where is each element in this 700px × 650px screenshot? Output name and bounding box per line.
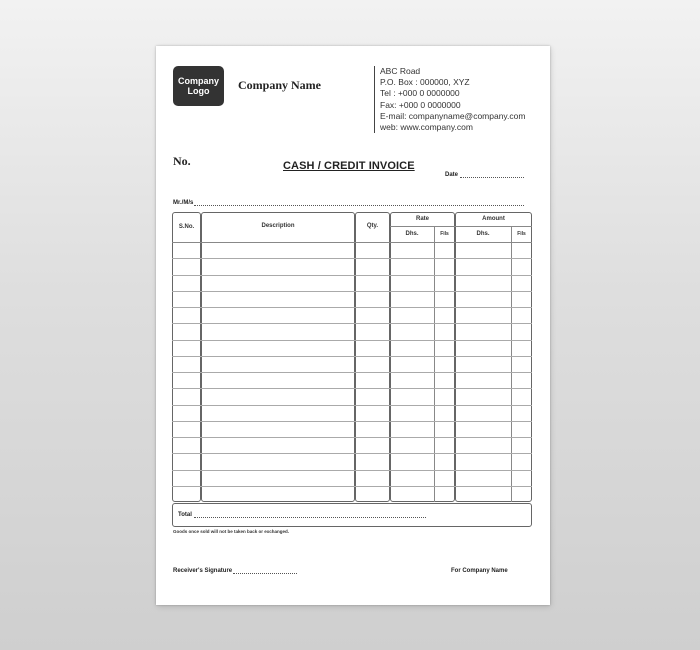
receiver-signature-field[interactable] [173, 568, 297, 574]
contact-email: E-mail: companyname@company.com [380, 110, 526, 121]
table-row-line [172, 323, 532, 324]
header-amount: Amount [482, 216, 505, 222]
contact-po-box: P.O. Box : 000000, XYZ [380, 77, 470, 88]
invoice-number-label: No. [173, 154, 191, 168]
header-divider [172, 242, 532, 243]
table-row-line [172, 372, 532, 373]
company-name: Company Name [238, 78, 321, 92]
goods-note: Goods once sold will not be taken back or exchanged. [173, 529, 290, 534]
table-row-line [172, 340, 532, 341]
date-field[interactable] [445, 172, 524, 178]
for-company-label: For Company Name [451, 568, 508, 574]
header-rate: Rate [415, 216, 429, 222]
invoice-sheet [156, 46, 550, 605]
header-amount-fils: Fils [517, 231, 526, 237]
receiver-signature-line [233, 568, 297, 574]
total-field [178, 512, 426, 518]
table-row-line [172, 405, 532, 406]
table-row-line [172, 388, 532, 389]
contact-tel: Tel : +000 0 0000000 [380, 88, 460, 99]
col-rate [390, 212, 455, 502]
date-label: Date [445, 172, 459, 178]
items-table [172, 212, 532, 502]
receiver-signature-label: Receiver's Signature [173, 568, 233, 574]
rate-fils-divider [434, 226, 435, 502]
company-logo [173, 66, 224, 106]
col-qty [355, 212, 390, 502]
total-label: Total [178, 512, 192, 518]
amount-fils-divider [511, 226, 512, 502]
header-qty: Qty. [366, 223, 379, 229]
table-row-line [172, 307, 532, 308]
total-box[interactable] [172, 503, 532, 527]
table-row-line [172, 453, 532, 454]
customer-field[interactable] [173, 200, 524, 206]
table-row-line [172, 356, 532, 357]
invoice-title: CASH / CREDIT INVOICE [283, 160, 415, 172]
contact-fax: Fax: +000 0 0000000 [380, 99, 461, 110]
table-row-line [172, 486, 532, 487]
table-row-line [172, 275, 532, 276]
logo-text: Company Logo [177, 76, 219, 96]
contact-address: ABC Road [380, 66, 421, 76]
col-sno [172, 212, 201, 502]
header-amount-dhs: Dhs. [476, 231, 490, 237]
table-row-line [172, 421, 532, 422]
customer-label: Mr./M/s [173, 200, 194, 206]
header-description: Description [261, 223, 295, 229]
header-rate-dhs: Dhs. [405, 231, 419, 237]
header-rate-fils: Fils [440, 231, 449, 237]
table-row-line [172, 470, 532, 471]
col-description [201, 212, 355, 502]
header-sno: S.No. [178, 224, 195, 230]
table-row-line [172, 437, 532, 438]
table-row-line [172, 291, 532, 292]
col-amount [455, 212, 532, 502]
customer-line [194, 200, 524, 206]
table-row-line [172, 258, 532, 259]
contact-web: web: www.company.com [380, 122, 473, 133]
total-line [194, 512, 426, 518]
contact-block [374, 66, 525, 133]
date-line [460, 172, 524, 178]
